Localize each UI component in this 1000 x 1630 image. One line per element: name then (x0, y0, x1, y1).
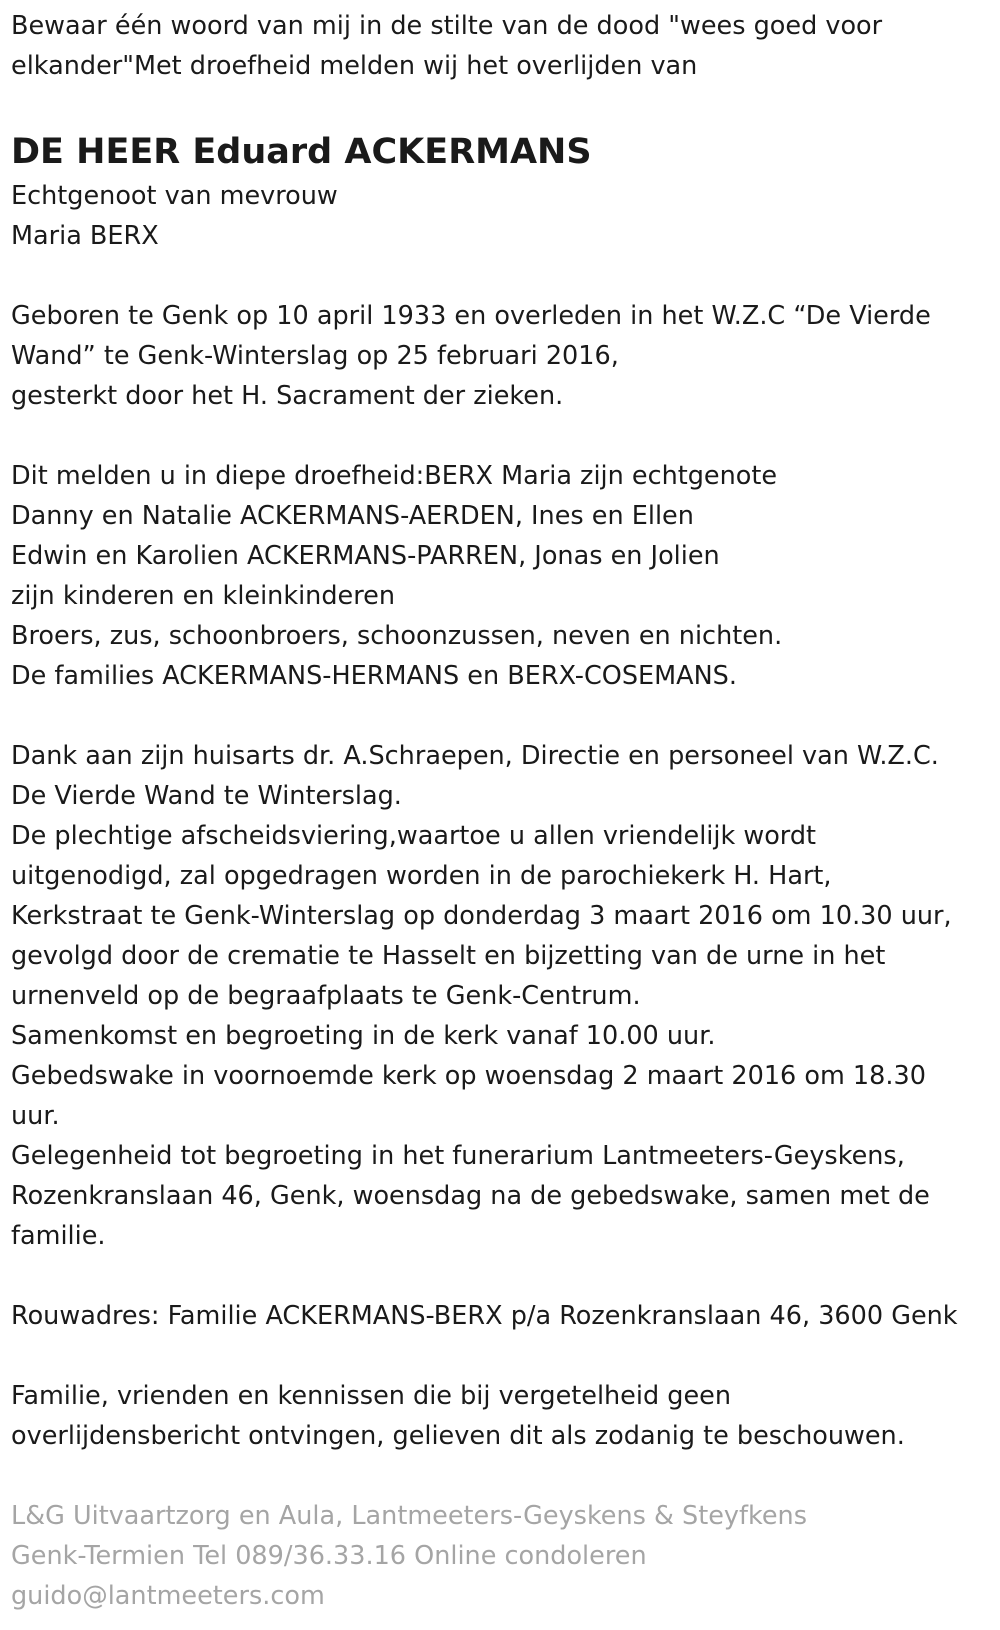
spacer (11, 86, 1000, 126)
spacer (11, 1336, 1000, 1376)
ceremony-line: Gebedswake in voornoemde kerk op woensdag 2 maart 2016 om 18.30 (11, 1061, 926, 1091)
intro-line: Bewaar één woord van mij in de stilte van de dood "wees goed voor (11, 11, 883, 41)
ceremony-line: Kerkstraat te Genk-Winterslag op donderdag 3 maart 2016 om 10.30 uur, (11, 901, 952, 931)
mourning-address: Rouwadres: Familie ACKERMANS-BERX p/a Rozenkranslaan 46, 3600 Genk (11, 1301, 958, 1331)
intro-line: elkander"Met droefheid melden wij het overlijden van (11, 51, 698, 81)
deceased-name: DE HEER Eduard ACKERMANS (11, 132, 592, 172)
notice-line: Familie, vrienden en kennissen die bij vergetelheid geen (11, 1381, 731, 1411)
family-section (11, 456, 1000, 696)
ceremony-line: Dank aan zijn huisarts dr. A.Schraepen, Directie en personeel van W.Z.C. (11, 741, 939, 771)
notice-line: overlijdensbericht ontvingen, gelieven dit als zodanig te beschouwen. (11, 1421, 905, 1451)
ceremony-line: uur. (11, 1101, 60, 1131)
birth-death-line: gesterkt door het H. Sacrament der zieken. (11, 381, 564, 411)
spouse-line: Echtgenoot van mevrouw (11, 181, 338, 211)
ceremony-line: De Vierde Wand te Winterslag. (11, 781, 402, 811)
birth-death-line: Geboren te Genk op 10 april 1933 en overleden in het W.Z.C “De Vierde (11, 301, 931, 331)
footer-line: Genk-Termien Tel 089/36.33.16 Online condoleren (11, 1541, 647, 1571)
ceremony-line: Samenkomst en begroeting in de kerk vanaf 10.00 uur. (11, 1021, 716, 1051)
birth-death-line: Wand” te Genk-Winterslag op 25 februari 2016, (11, 341, 619, 371)
family-line: Danny en Natalie ACKERMANS-AERDEN, Ines en Ellen (11, 501, 694, 531)
intro-section (11, 6, 1000, 86)
footer-line: L&G Uitvaartzorg en Aula, Lantmeeters-Geyskens & Steyfkens (11, 1501, 807, 1531)
spouse-line: Maria BERX (11, 221, 159, 251)
spacer (11, 696, 1000, 736)
footer-email: guido@lantmeeters.com (11, 1581, 325, 1611)
ceremony-line: Rozenkranslaan 46, Genk, woensdag na de gebedswake, samen met de (11, 1181, 930, 1211)
family-line: Edwin en Karolien ACKERMANS-PARREN, Jonas en Jolien (11, 541, 720, 571)
spacer (11, 1456, 1000, 1496)
family-line: Broers, zus, schoonbroers, schoonzussen, neven en nichten. (11, 621, 783, 651)
family-line: Dit melden u in diepe droefheid:BERX Maria zijn echtgenote (11, 461, 778, 491)
ceremony-line: urnenveld op de begraafplaats te Genk-Centrum. (11, 981, 641, 1011)
ceremony-line: familie. (11, 1221, 106, 1251)
ceremony-line: gevolgd door de crematie te Hasselt en bijzetting van de urne in het (11, 941, 886, 971)
family-line: De families ACKERMANS-HERMANS en BERX-COSEMANS. (11, 661, 737, 691)
spacer (11, 1256, 1000, 1296)
family-line: zijn kinderen en kleinkinderen (11, 581, 395, 611)
ceremony-line: De plechtige afscheidsviering,waartoe u allen vriendelijk wordt (11, 821, 817, 851)
ceremony-line: uitgenodigd, zal opgedragen worden in de parochiekerk H. Hart, (11, 861, 832, 891)
ceremony-line: Gelegenheid tot begroeting in het funerarium Lantmeeters-Geyskens, (11, 1141, 905, 1171)
spacer (11, 416, 1000, 456)
spouse-section (11, 176, 1000, 256)
ceremony-section (11, 736, 1000, 1256)
funeral-home-footer (11, 1496, 1000, 1616)
spacer (11, 256, 1000, 296)
birth-death-section (11, 296, 1000, 416)
notice-section (11, 1376, 1000, 1456)
